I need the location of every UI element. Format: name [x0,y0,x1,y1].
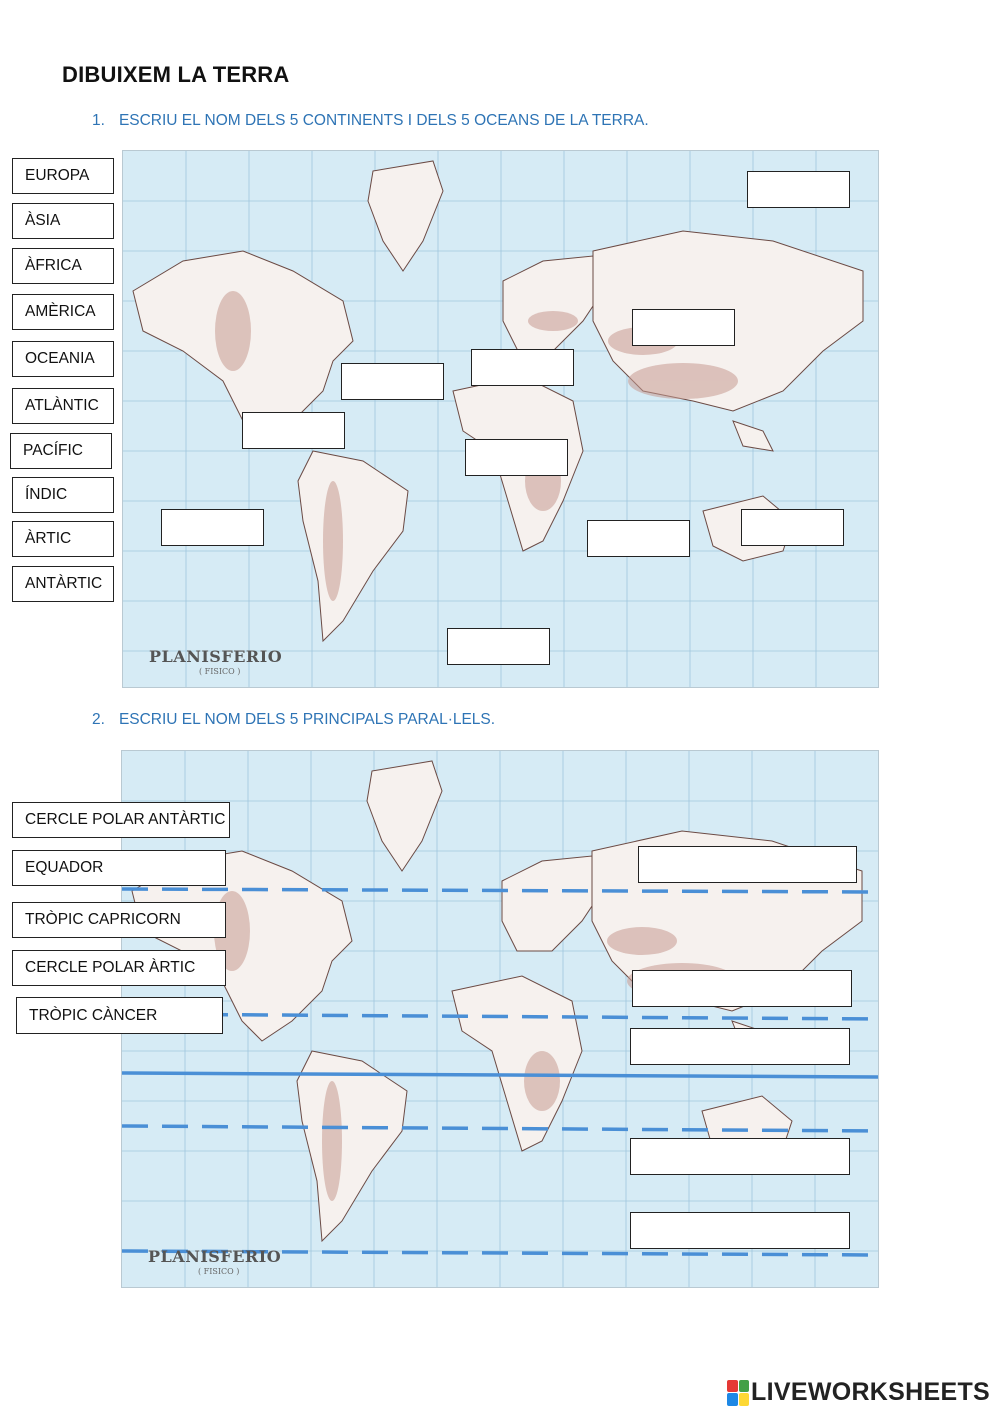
map-2-title: PLANISFERIO [148,1247,282,1266]
label-equator[interactable]: EQUADOR [12,850,226,886]
question-2-text: ESCRIU EL NOM DELS 5 PRINCIPALS PARAL·LELS. [118,711,496,728]
label-oceania[interactable]: OCEANIA [12,341,114,377]
label-america[interactable]: AMÈRICA [12,294,114,330]
question-1-number: 1. [92,112,105,129]
question-1-text: ESCRIU EL NOM DELS 5 CONTINENTS I DELS 5 OCEANS DE LA TERRA. [118,112,649,129]
label-antarctic-circle[interactable]: CERCLE POLAR ANTÀRTIC [12,802,230,838]
label-africa[interactable]: ÀFRICA [12,248,114,284]
world-map-2-graphic [122,751,878,1287]
label-arctic[interactable]: ÀRTIC [12,521,114,557]
drop-target[interactable] [161,509,264,546]
world-map-1-graphic [123,151,878,687]
label-europa[interactable]: EUROPA [12,158,114,194]
label-tropic-capricorn[interactable]: TRÒPIC CAPRICORN [12,902,226,938]
label-atlantic[interactable]: ATLÀNTIC [12,388,114,424]
liveworksheets-logo [727,1378,990,1407]
parallel-line-tropic-cancer [122,1014,878,1019]
label-asia[interactable]: ÀSIA [12,203,114,239]
question-1 [92,112,649,130]
drop-target[interactable] [630,1212,850,1249]
drop-target[interactable] [632,970,852,1007]
label-antarctic[interactable]: ANTÀRTIC [12,566,114,602]
drop-target[interactable] [587,520,690,557]
map-2-subtitle: ( FISICO ) [198,1267,240,1276]
question-2 [92,711,495,729]
label-pacific[interactable]: PACÍFIC [10,433,112,469]
drop-target[interactable] [741,509,844,546]
drop-target[interactable] [638,846,857,883]
drop-target[interactable] [630,1138,850,1175]
drop-target[interactable] [630,1028,850,1065]
drop-target[interactable] [471,349,574,386]
page-title: DIBUIXEM LA TERRA [62,62,290,87]
drop-target[interactable] [632,309,735,346]
question-2-number: 2. [92,711,105,728]
drop-target[interactable] [747,171,850,208]
label-tropic-cancer[interactable]: TRÒPIC CÀNCER [16,997,223,1034]
map-1-title: PLANISFERIO [149,647,283,666]
drop-target[interactable] [242,412,345,449]
liveworksheets-logo-text: LIVEWORKSHEETS [751,1378,990,1406]
drop-target[interactable] [447,628,550,665]
map-1-subtitle: ( FISICO ) [199,667,241,676]
parallel-line-equator [122,1073,878,1077]
label-arctic-circle[interactable]: CERCLE POLAR ÀRTIC [12,950,226,986]
world-map-1 [122,150,879,688]
drop-target[interactable] [465,439,568,476]
drop-target[interactable] [341,363,444,400]
liveworksheets-logo-icon [727,1380,749,1406]
world-map-2 [121,750,879,1288]
label-indic[interactable]: ÍNDIC [12,477,114,513]
